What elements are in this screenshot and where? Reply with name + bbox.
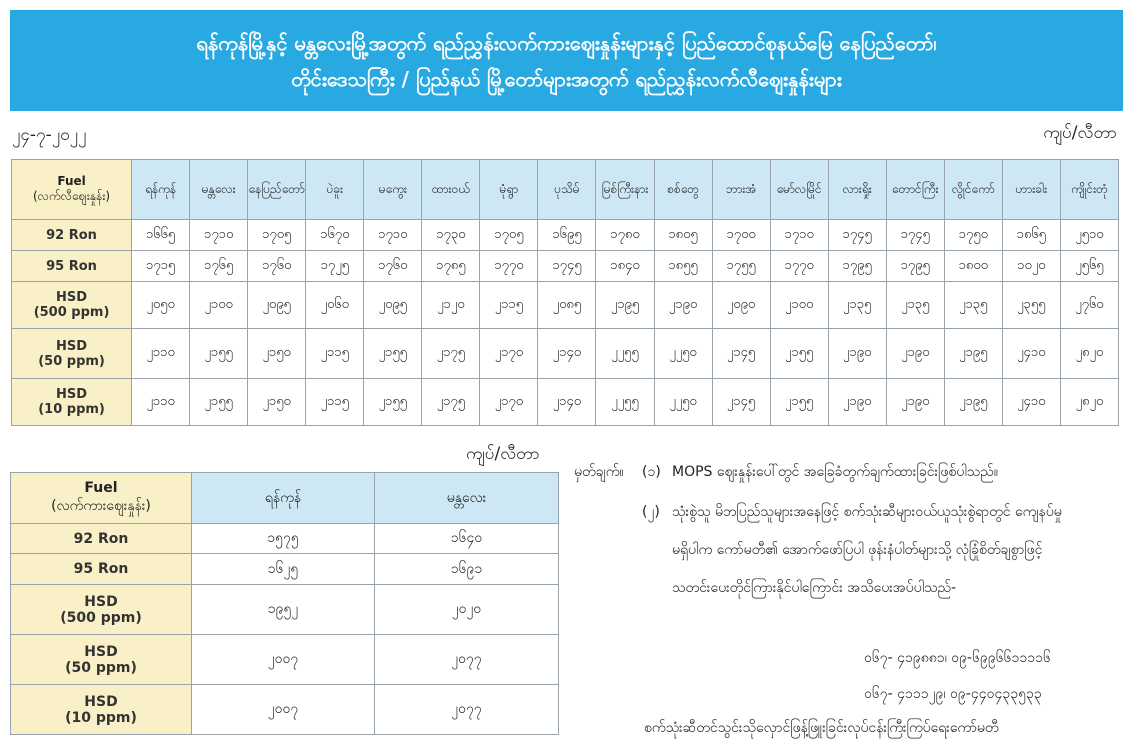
price-cell: ၂၁၇၀	[480, 379, 538, 426]
table-row	[12, 282, 1119, 329]
price-cell: ၁၇၄၅	[538, 251, 596, 282]
unit-label-wholesale: ကျပ်/လီတာ	[466, 444, 540, 464]
price-cell: ၁၇၁၀	[364, 220, 422, 251]
price-cell: ၁၆၆၅	[132, 220, 190, 251]
price-cell: ၂၁၂၀	[422, 282, 480, 329]
title-line-1: ရန်ကုန်မြို့နှင့် မန္တလေးမြို့အတွက် ရည်ညွှန်းလက်ကားဈေးနှုန်းများနှင့် ပြည်ထောင်စုနယ်မြေ နေပြည်တော်၊	[196, 30, 937, 55]
price-cell: ၁၈၆၅	[1002, 220, 1060, 251]
price-cell: ၂၅၆၅	[1060, 251, 1118, 282]
city-header: မြစ်ကြီးနား	[596, 160, 654, 220]
price-cell: ၂၂၅၅	[596, 329, 654, 379]
price-cell: ၁၇၈၀	[596, 220, 654, 251]
price-cell: ၁၈၀၀	[944, 251, 1002, 282]
fuel-type-label: HSD	[56, 387, 88, 402]
price-cell: ၁၇၅၀	[944, 220, 1002, 251]
note-2-line-3: သတင်းပေးတိုင်ကြားနိုင်ပါကြောင်း အသိပေးအပ်ပါသည်-	[672, 580, 957, 596]
city-header: မုံရွာ	[480, 160, 538, 220]
notes-label: မှတ်ချက်။	[574, 464, 624, 480]
city-header: စစ်တွေ	[654, 160, 712, 220]
fuel-header: Fuel (လက်ကားဈေးနှုန်း)	[11, 473, 192, 524]
fuel-type-cell	[12, 379, 132, 426]
unit-label-retail: ကျပ်/လီတာ	[1043, 123, 1117, 143]
price-cell: ၂၀၉၀	[712, 282, 770, 329]
price-cell: ၂၀၀၇	[192, 685, 375, 735]
city-header: လွိုင်ကော်	[944, 160, 1002, 220]
price-cell: ၂၁၅၅	[364, 329, 422, 379]
city-header: မန္တလေး	[190, 160, 248, 220]
price-cell: ၂၁၀၀	[770, 282, 828, 329]
fuel-type-label: HSD	[84, 693, 118, 710]
price-cell: ၁၇၉၅	[828, 251, 886, 282]
fuel-type-cell	[12, 282, 132, 329]
price-cell: ၂၁၁၀	[132, 379, 190, 426]
price-cell: ၁၈၅၅	[654, 251, 712, 282]
fuel-type-label: (50 ppm)	[65, 659, 137, 676]
price-cell: ၂၁၉၅	[596, 282, 654, 329]
city-header: ထားဝယ်	[422, 160, 480, 220]
fuel-type-label: 92 Ron	[73, 530, 129, 547]
city-header: မကွေး	[364, 160, 422, 220]
price-cell: ၂၁၁၅	[480, 282, 538, 329]
price-cell: ၂၀၅၀	[132, 282, 190, 329]
fuel-type-cell	[11, 524, 192, 554]
price-cell: ၂၁၁၀	[132, 329, 190, 379]
price-cell: ၂၇၆၀	[1060, 282, 1118, 329]
table-row	[11, 635, 559, 685]
note-2-line-1: သုံးစွဲသူ မိဘပြည်သူများအနေဖြင့် စက်သုံးဆီများဝယ်ယူသုံးစွဲရာတွင် ကျေနပ်မှု	[672, 504, 1062, 520]
fuel-type-label: HSD	[56, 290, 88, 305]
price-cell: ၁၇၂၅	[306, 251, 364, 282]
price-cell: ၂၂၅၅	[596, 379, 654, 426]
price-cell: ၂၁၃၅	[828, 282, 886, 329]
price-cell: ၂၀၇၇	[375, 635, 559, 685]
retail-price-table	[11, 159, 1119, 426]
city-header: ကျိုင်းတုံ	[1060, 160, 1118, 220]
price-cell: ၁၇၄၅	[828, 220, 886, 251]
price-cell: ၁၆၄၀	[375, 524, 559, 554]
retail-header-row	[12, 160, 1119, 220]
price-cell: ၂၄၁၀	[1002, 379, 1060, 426]
fuel-type-cell	[12, 251, 132, 282]
fuel-type-label: (10 ppm)	[65, 709, 137, 726]
price-cell: ၁၆၉၅	[538, 220, 596, 251]
city-header: ဟားခါး	[1002, 160, 1060, 220]
price-cell: ၂၈၂၀	[1060, 329, 1118, 379]
price-cell: ၂၁၉၀	[886, 379, 944, 426]
price-cell: ၂၁၅၅	[190, 379, 248, 426]
fuel-type-label: HSD	[84, 593, 118, 610]
price-cell: ၁၇၆၀	[248, 251, 306, 282]
city-header: ရန်ကုန်	[192, 473, 375, 524]
table-row	[11, 554, 559, 585]
price-cell: ၂၈၂၀	[1060, 379, 1118, 426]
note-1-number: (၁)	[642, 464, 661, 480]
city-header: ဘားအံ	[712, 160, 770, 220]
price-cell: ၁၆၂၅	[192, 554, 375, 585]
price-cell: ၂၁၉၀	[828, 329, 886, 379]
city-header: နေပြည်တော်	[248, 160, 306, 220]
price-cell: ၂၀၀၇	[192, 635, 375, 685]
price-cell: ၂၁၅၅	[190, 329, 248, 379]
price-cell: ၁၇၅၅	[712, 251, 770, 282]
price-cell: ၂၁၅၀	[248, 329, 306, 379]
note-1-text: MOPS ဈေးနှုန်းပေါ်တွင် အခြေခံတွက်ချက်ထားခြင်းဖြစ်ပါသည်။	[672, 464, 998, 480]
price-cell: ၁၇၁၅	[132, 251, 190, 282]
table-row	[11, 585, 559, 635]
price-cell: ၁၈၄၀	[596, 251, 654, 282]
note-2-number: (၂)	[642, 504, 660, 520]
price-cell: ၁၇၇၀	[770, 251, 828, 282]
price-cell: ၁၇၉၅	[886, 251, 944, 282]
fuel-type-cell	[11, 554, 192, 585]
price-cell: ၁၇၀၀	[712, 220, 770, 251]
fuel-type-label: (500 ppm)	[33, 305, 110, 320]
price-cell: ၂၄၁၀	[1002, 329, 1060, 379]
fuel-type-cell	[11, 685, 192, 735]
fuel-type-label: (500 ppm)	[60, 609, 142, 626]
table-row	[12, 251, 1119, 282]
price-cell: ၂၁၉၀	[828, 379, 886, 426]
title-banner	[10, 10, 1123, 111]
fuel-type-label: (50 ppm)	[38, 353, 105, 369]
price-cell: ၂၁၃၅	[886, 282, 944, 329]
price-cell: ၂၂၅၀	[654, 379, 712, 426]
fuel-type-cell	[11, 585, 192, 635]
city-header: တောင်ကြီး	[886, 160, 944, 220]
price-cell: ၂၃၅၅	[1002, 282, 1060, 329]
price-cell: ၂၂၅၀	[654, 329, 712, 379]
price-cell: ၂၁၇၀	[480, 329, 538, 379]
price-cell: ၂၁၅၀	[248, 379, 306, 426]
price-cell: ၁၇၆၅	[190, 251, 248, 282]
price-cell: ၁၀၂၀	[1002, 251, 1060, 282]
price-cell: ၁၇၆၀	[364, 251, 422, 282]
price-cell: ၂၁၉၀	[886, 329, 944, 379]
city-header: မော်လမြိုင်	[770, 160, 828, 220]
city-header: ရန်ကုန်	[132, 160, 190, 220]
title-line-2: တိုင်းဒေသကြီး / ပြည်နယ် မြို့တော်များအတွက် ရည်ညွှန်းလက်လီဈေးနှုန်းများ	[291, 66, 842, 91]
table-row	[11, 524, 559, 554]
price-cell: ၂၁၅၅	[770, 379, 828, 426]
price-cell: ၁၇၄၅	[886, 220, 944, 251]
table-row	[12, 379, 1119, 426]
table-row	[12, 329, 1119, 379]
price-cell: ၂၁၁၅	[306, 379, 364, 426]
price-cell: ၂၁၉၀	[654, 282, 712, 329]
price-cell: ၁၇၇၀	[480, 251, 538, 282]
price-cell: ၂၀၈၅	[538, 282, 596, 329]
price-cell: ၂၁၅၅	[364, 379, 422, 426]
fuel-type-cell	[12, 329, 132, 379]
price-cell: ၂၁၇၅	[422, 329, 480, 379]
fuel-type-label: 95 Ron	[73, 561, 129, 577]
price-cell: ၁၇၃၀	[422, 220, 480, 251]
price-cell: ၁၇၁၀	[770, 220, 828, 251]
price-cell: ၂၀၇၇	[375, 685, 559, 735]
city-header: လားရှိုး	[828, 160, 886, 220]
fuel-type-label: 92 Ron	[46, 227, 97, 243]
phone-line-1: ၀၆၇- ၄၁၉၈၈၁၊ ၀၉-၆၉၉၆၆၁၁၁၁၆	[864, 650, 1051, 666]
wholesale-header-row	[11, 473, 559, 524]
city-header: ပုသိမ်	[538, 160, 596, 220]
price-cell: ၁၇၀၅	[480, 220, 538, 251]
price-cell: ၂၀၉၅	[364, 282, 422, 329]
fuel-type-cell	[11, 635, 192, 685]
price-cell: ၁၉၅၂	[192, 585, 375, 635]
price-cell: ၂၁၄၅	[712, 379, 770, 426]
phone-line-2: ၀၆၇- ၄၁၁၁၂၉၊ ၀၉-၄၄၀၄၃၃၅၃၃	[864, 686, 1042, 702]
price-cell: ၂၁၅၅	[770, 329, 828, 379]
fuel-type-cell	[12, 220, 132, 251]
price-cell: ၁၇၁၀	[190, 220, 248, 251]
fuel-type-label: HSD	[56, 338, 88, 354]
price-cell: ၂၅၁၀	[1060, 220, 1118, 251]
price-cell: ၁၇၈၅	[422, 251, 480, 282]
city-header: မန္တလေး	[375, 473, 559, 524]
price-cell: ၂၀၉၅	[248, 282, 306, 329]
price-cell: ၁၇၀၅	[248, 220, 306, 251]
price-cell: ၁၈၀၅	[654, 220, 712, 251]
table-row	[11, 685, 559, 735]
price-cell: ၁၅၇၅	[192, 524, 375, 554]
price-cell: ၂၁၄၅	[712, 329, 770, 379]
committee-name: စက်သုံးဆီတင်သွင်းသိုလှောင်ဖြန့်ဖြူးခြင်းလုပ်ငန်းကြီးကြပ်ရေးကော်မတီ	[644, 720, 999, 736]
wholesale-price-table	[10, 472, 559, 735]
note-2-line-2: မရှိပါက ကော်မတီ၏ အောက်ဖော်ပြပါ ဖုန်းနံပါတ်များသို့ လုံခြုံစိတ်ချစွာဖြင့်	[672, 542, 1043, 558]
price-cell: ၂၁၄၀	[538, 379, 596, 426]
price-cell: ၂၀၆၀	[306, 282, 364, 329]
price-cell: ၂၀၂၀	[375, 585, 559, 635]
price-cell: ၂၁၉၅	[944, 379, 1002, 426]
fuel-header: Fuel (လက်လီဈေးနှုန်း)	[12, 160, 132, 220]
table-row	[12, 220, 1119, 251]
city-header: ပဲခူး	[306, 160, 364, 220]
price-cell: ၂၁၃၅	[944, 282, 1002, 329]
date-label: ၂၄-၇-၂၀၂၂	[12, 125, 87, 145]
price-cell: ၂၁၁၅	[306, 329, 364, 379]
price-cell: ၂၁၀၀	[190, 282, 248, 329]
fuel-type-label: (10 ppm)	[38, 402, 105, 417]
price-cell: ၂၁၇၅	[422, 379, 480, 426]
price-cell: ၂၁၉၅	[944, 329, 1002, 379]
price-cell: ၁၆၉၁	[375, 554, 559, 585]
price-cell: ၁၆၇၀	[306, 220, 364, 251]
price-cell: ၂၁၄၀	[538, 329, 596, 379]
fuel-type-label: HSD	[84, 643, 118, 660]
fuel-type-label: 95 Ron	[46, 258, 97, 274]
